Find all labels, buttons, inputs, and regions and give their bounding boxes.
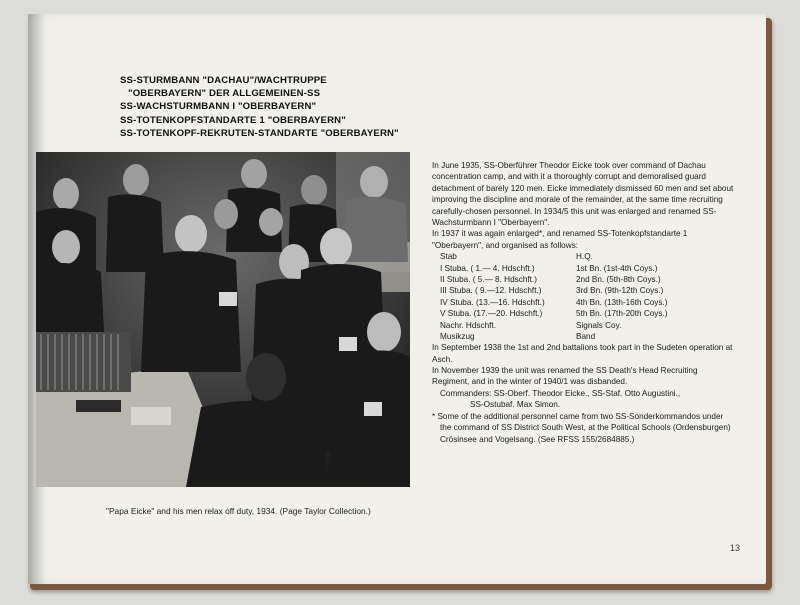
org-english: 5th Bn. (17th-20th Coys.) bbox=[576, 309, 668, 319]
org-german: Musikzug bbox=[440, 332, 475, 342]
heading-line: SS-WACHSTURMBANN I "OBERBAYERN" bbox=[120, 101, 317, 113]
photo-caption: "Papa Eicke" and his men relax off duty, 1934. (Page Taylor Collection.) bbox=[106, 506, 371, 516]
commanders-line: Commanders: SS-Oberf. Theodor Eicke., SS-Staf. Otto Augustini., bbox=[440, 388, 681, 398]
org-row bbox=[432, 308, 732, 319]
heading-line: SS-STURMBANN "DACHAU"/WACHTRUPPE bbox=[120, 75, 327, 86]
group-photograph bbox=[36, 152, 410, 487]
org-german: II Stuba. ( 5.— 8. Hdschft.) bbox=[440, 275, 537, 285]
org-row bbox=[432, 285, 732, 296]
org-english: 3rd Bn. (9th-12th Coys.) bbox=[576, 286, 664, 296]
commanders-line: SS-Ostubaf. Max Simon. bbox=[470, 400, 561, 410]
organisation-table bbox=[432, 251, 734, 342]
org-english: Band bbox=[576, 332, 596, 342]
org-row bbox=[432, 251, 732, 262]
org-english: Signals Coy. bbox=[576, 320, 622, 330]
org-row bbox=[432, 263, 732, 274]
org-german: I Stuba. ( 1.— 4. Hdschft.) bbox=[440, 263, 535, 273]
page-number: 13 bbox=[730, 543, 741, 553]
heading-line: SS-TOTENKOPFSTANDARTE 1 "OBERBAYERN" bbox=[120, 114, 346, 126]
org-german: V Stuba. (17.—20. Hdschft.) bbox=[440, 309, 543, 319]
org-row bbox=[432, 331, 732, 342]
footnote: * Some of the additional personnel came from two SS-Sonderkommandos under the command of SS District South West, at the Political Schools (Ordensburgen) Crösinsee and Vogelsang. (See RFSS 155/2684885.) bbox=[432, 411, 731, 444]
body-text bbox=[432, 160, 734, 445]
org-german: Stab bbox=[440, 252, 457, 262]
org-english: 1st Bn. (1st-4th Coys.) bbox=[576, 263, 658, 273]
org-english: 4th Bn. (13th-16th Coys.) bbox=[576, 297, 668, 307]
heading-line: "OBERBAYERN" DER ALLGEMEINEN-SS bbox=[128, 88, 321, 100]
org-row bbox=[432, 274, 732, 285]
paragraph: In November 1939 the unit was renamed the SS Death's Head Recruiting Regiment, and in the winter of 1940/1 was disbanded. bbox=[432, 366, 698, 387]
org-english: H.Q. bbox=[576, 252, 593, 262]
paragraph: In June 1935, SS-Oberführer Theodor Eicke took over command of Dachau concentration camp, and with it a thoroughly corrupt and demoralised guard detachment of barely 120 men. Eicke immediately dismissed 60 men and set about improving the discipline and morale of the remainder, at the same time recruiting carefully-chosen personnel. In 1934/5 this unit was enlarged and renamed SS-Wachsturmbann I "Oberbayern". bbox=[432, 161, 734, 228]
org-german: IV Stuba. (13.—16. Hdschft.) bbox=[440, 297, 545, 307]
org-german: Nachr. Hdschft. bbox=[440, 320, 496, 330]
org-row bbox=[432, 297, 732, 308]
paragraph: In 1937 it was again enlarged*, and renamed SS-Totenkopfstandarte 1 "Oberbayern", and organised as follows: bbox=[432, 229, 688, 250]
book-page bbox=[28, 14, 766, 584]
page-heading bbox=[120, 74, 440, 140]
org-english: 2nd Bn. (5th-8th Coys.) bbox=[576, 275, 661, 285]
paragraph: In September 1938 the 1st and 2nd battalions took part in the Sudeten operation at Asch. bbox=[432, 343, 733, 364]
heading-line: SS-TOTENKOPF-REKRUTEN-STANDARTE "OBERBAYERN" bbox=[120, 127, 399, 139]
org-german: III Stuba. ( 9.—12. Hdschft.) bbox=[440, 286, 542, 296]
org-row bbox=[432, 320, 732, 331]
